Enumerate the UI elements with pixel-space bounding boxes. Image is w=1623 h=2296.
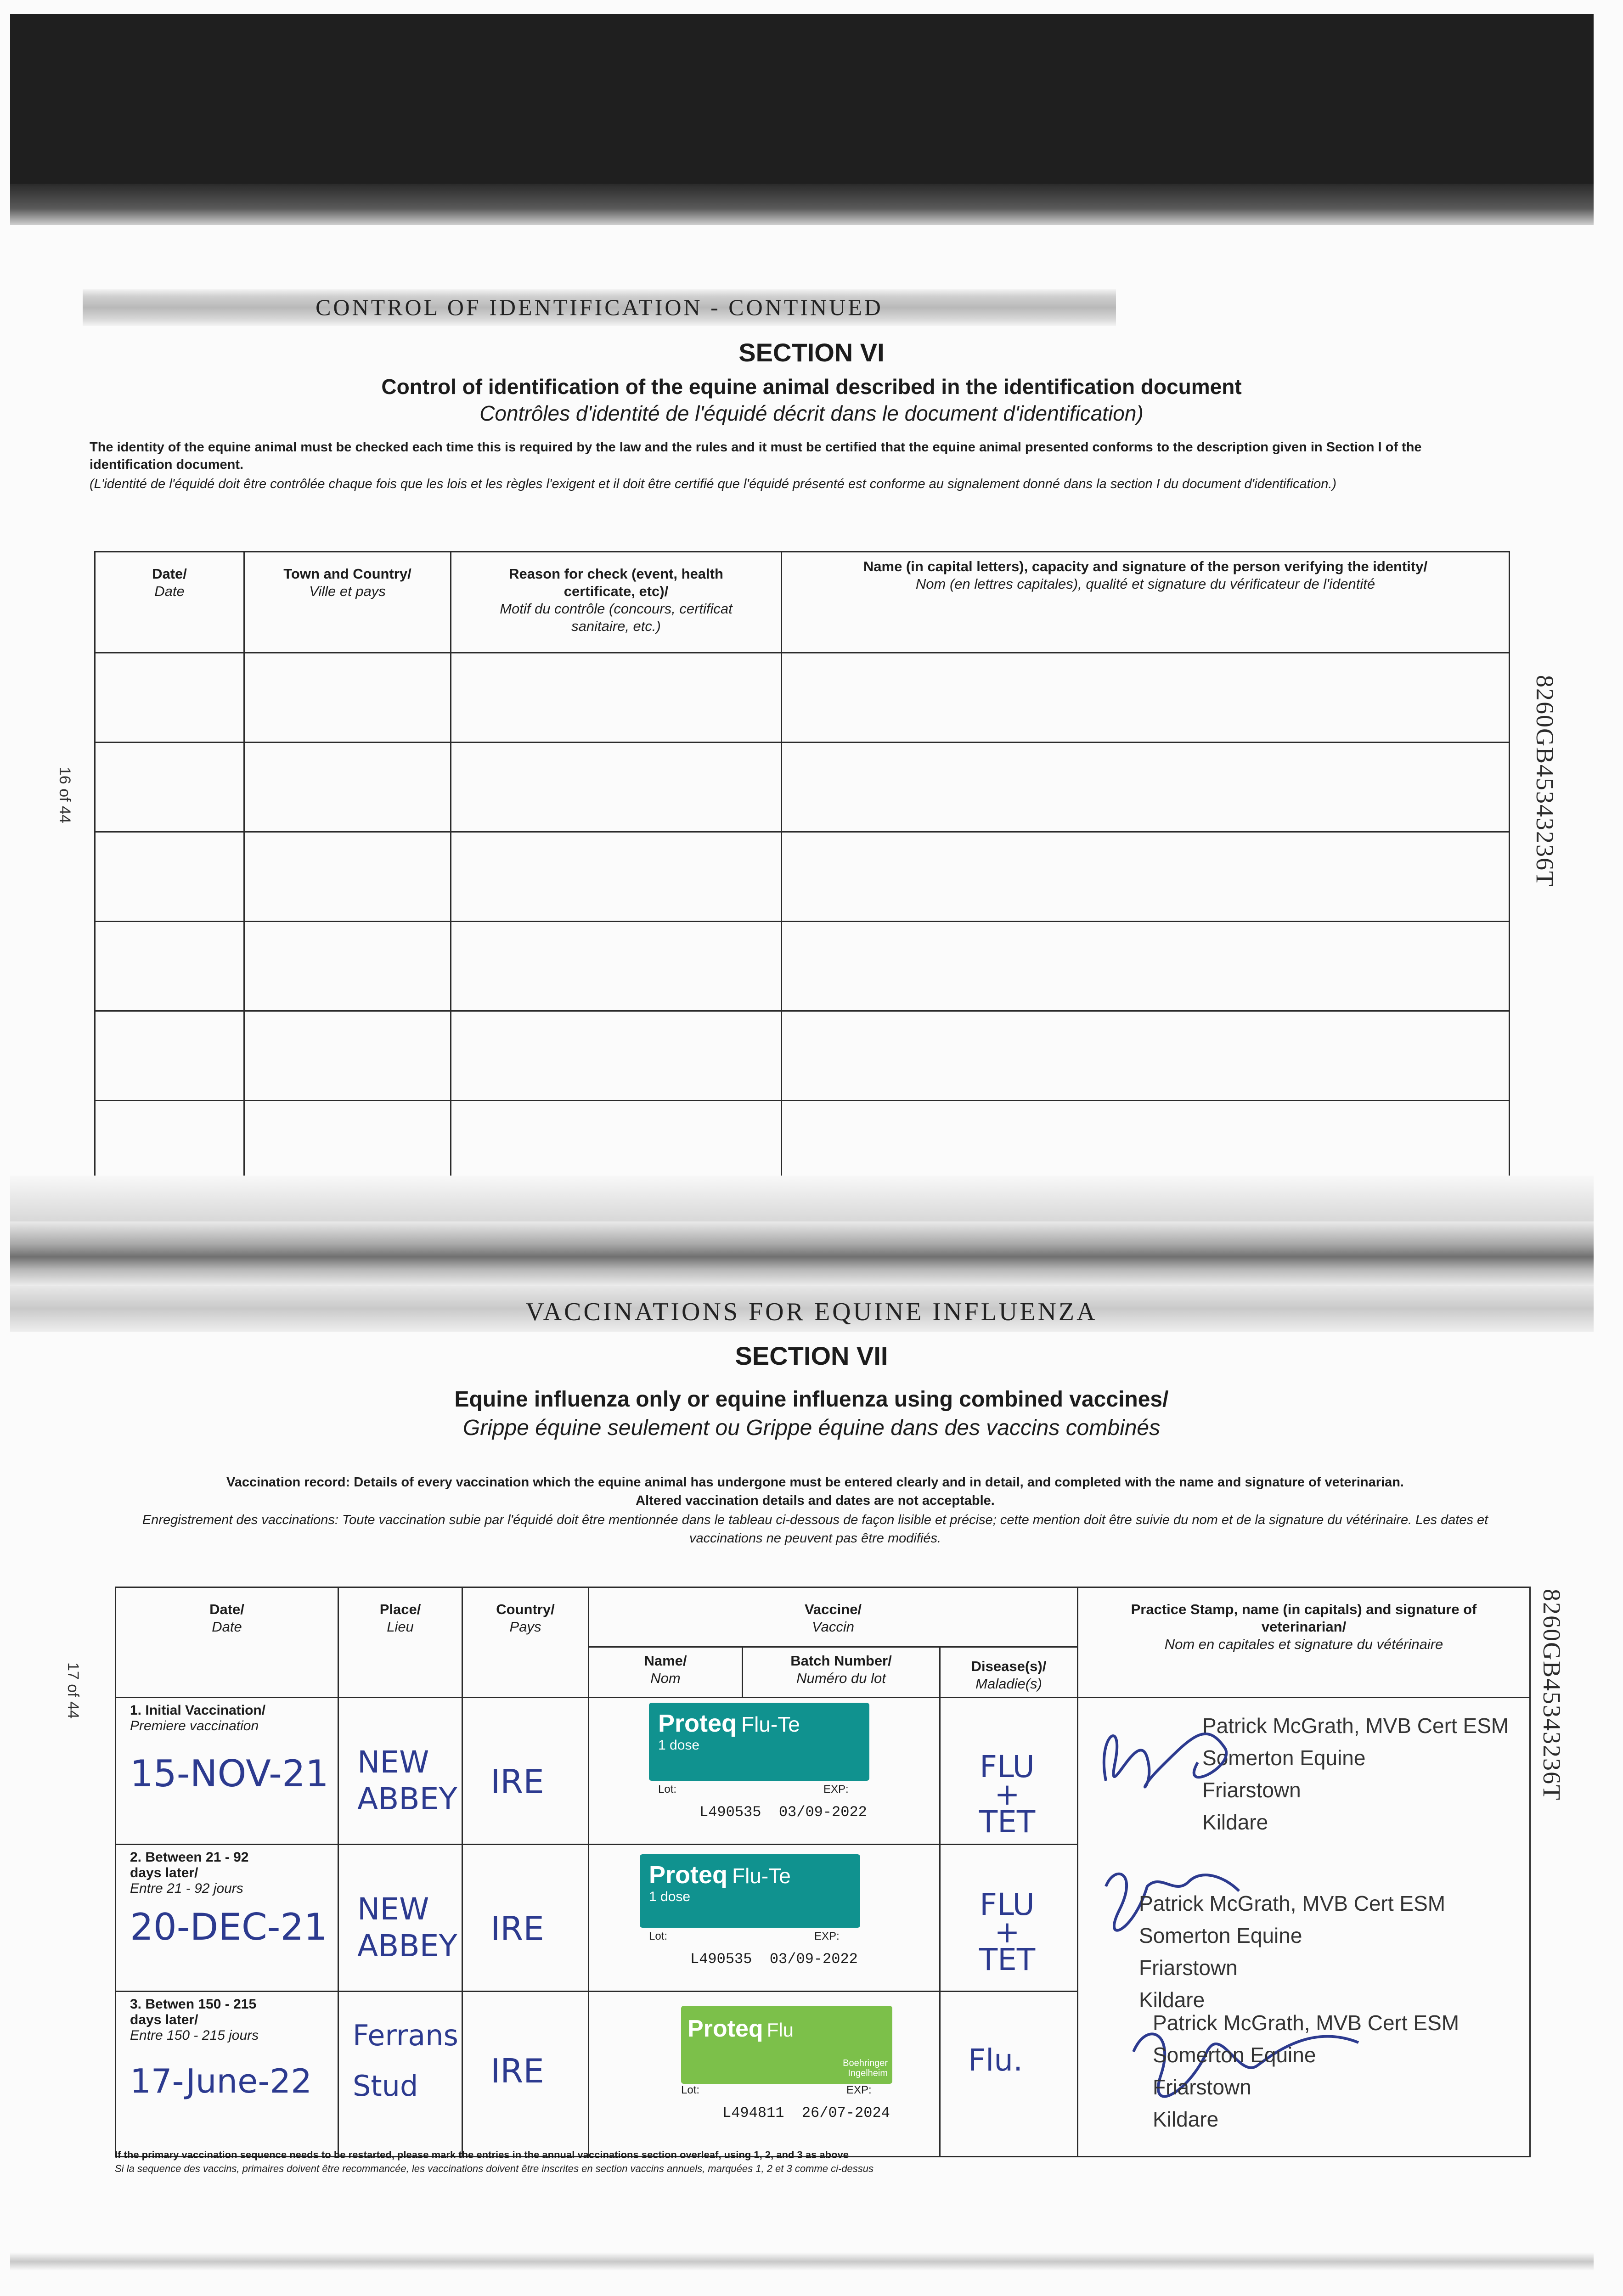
row1-label-en: 1. Initial Vaccination/	[130, 1703, 266, 1718]
section7-intro-en	[115, 1473, 1516, 1510]
section7-banner: VACCINATIONS FOR EQUINE INFLUENZA	[525, 1298, 1098, 1326]
col-stamp	[1078, 1587, 1530, 1698]
footnote-en: If the primary vaccination sequence needs to be restarted, please mark the entries in the annual vaccinations section overleaf, using 1, 2, and 3 as above	[115, 2149, 849, 2161]
vet-stamp-2	[1139, 1887, 1445, 2016]
col-batch-fr: Numéro du lot	[796, 1670, 886, 1686]
section7-intro-en-1: Vaccination record: Details of every vaccination which the equine animal has undergone must be entered clearly and in detail, and completed with the name and signature of veterinarian.	[226, 1475, 1404, 1490]
section7-subtitle-fr: Grippe équine seulement ou Grippe équine dans des vaccins combinés	[462, 1416, 1161, 1440]
row2-country: IRE	[490, 1909, 544, 1948]
row2-vaccine-name: Flu-Te	[732, 1864, 791, 1888]
col-town-en: Town and Country/	[283, 566, 411, 582]
row1-country: IRE	[490, 1762, 544, 1801]
col-vdate-fr: Date	[212, 1619, 242, 1635]
row1-lot-label: Lot:	[658, 1783, 677, 1795]
table-row	[95, 832, 1510, 922]
vet-practice: Somerton Equine	[1202, 1746, 1366, 1770]
scan-fold	[10, 1221, 1594, 1286]
section6-subtitle-fr: Contrôles d'identité de l'équidé décrit dans le document d'identification)	[479, 401, 1144, 425]
col-batch-en: Batch Number/	[790, 1653, 892, 1669]
vet-practice: Somerton Equine	[1153, 2043, 1316, 2067]
row3-country: IRE	[490, 2052, 544, 2090]
col-vdate-en: Date/	[209, 1601, 244, 1617]
col-date-fr: Date	[154, 583, 185, 599]
col-stamp-fr: Nom en capitales et signature du vétérinaire	[1164, 1636, 1443, 1652]
col-vname-en: Name/	[644, 1653, 687, 1669]
row1-lot: L490535	[699, 1804, 761, 1821]
table-row	[95, 922, 1510, 1011]
row3-exp: 26/07-2024	[801, 2105, 890, 2122]
row1-label-fr: Premiere vaccination	[130, 1718, 259, 1733]
row2-place: NEW ABBEY	[357, 1891, 457, 1964]
row3-exp-label: EXP:	[846, 2084, 872, 2096]
col-reason	[451, 552, 782, 653]
col-vname	[589, 1647, 743, 1698]
section6-intro-en: The identity of the equine animal must be checked each time this is required by the law and the rules and it must be certified that the equine animal presented conforms to the description given in Section I of the identification document.	[90, 440, 1422, 472]
vet-county: Kildare	[1153, 2107, 1219, 2131]
section7-title: SECTION VII	[735, 1341, 888, 1370]
row1-place: NEW ABBEY	[357, 1745, 457, 1817]
col-vaccine-en: Vaccine/	[804, 1601, 862, 1617]
row1-disease: FLU + TET	[979, 1749, 1036, 1840]
row3-place: Ferrans Stud	[353, 2019, 458, 2103]
row2-label-fr: Entre 21 - 92 jours	[130, 1881, 243, 1896]
col-place	[338, 1587, 462, 1698]
col-disease	[940, 1647, 1078, 1698]
vet-county: Kildare	[1139, 1988, 1205, 2012]
identification-table	[94, 551, 1510, 1191]
row2-exp: 03/09-2022	[769, 1951, 858, 1968]
row2-brand: Proteq	[649, 1861, 728, 1889]
scan-bottom-edge	[10, 2252, 1594, 2271]
scan-fold-upper	[10, 1176, 1594, 1221]
row3-disease: Flu.	[968, 2043, 1023, 2078]
vet-county: Kildare	[1202, 1810, 1268, 1834]
col-country	[462, 1587, 589, 1698]
section7-intro-en-2: Altered vaccination details and dates are not acceptable.	[636, 1493, 995, 1508]
col-disease-fr: Maladie(s)	[975, 1676, 1042, 1692]
row1-exp: 03/09-2022	[778, 1804, 867, 1821]
page-number-16: 16 of 44	[56, 767, 73, 823]
row2-exp-label: EXP:	[814, 1930, 840, 1942]
vet-name: Patrick McGrath, MVB Cert ESM	[1202, 1714, 1509, 1738]
scan-shadow	[10, 184, 1594, 225]
row3-lot-exp	[722, 2105, 890, 2122]
row2-lot-exp	[690, 1951, 858, 1968]
row2-disease: FLU + TET	[979, 1887, 1036, 1977]
row1-date: 15-NOV-21	[130, 1752, 329, 1795]
section7-subtitle-en: Equine influenza only or equine influenza using combined vaccines/	[454, 1387, 1169, 1412]
row3-date: 17-June-22	[130, 2062, 312, 2100]
table-row	[95, 743, 1510, 832]
col-verifier-en: Name (in capital letters), capacity and signature of the person verifying the identity/	[863, 558, 1428, 574]
vet-town: Friarstown	[1139, 1956, 1238, 1980]
page-number-17: 17 of 44	[64, 1662, 82, 1719]
table-row	[95, 1011, 1510, 1101]
row1-brand: Proteq	[658, 1710, 737, 1737]
section6-intro-fr: (L'identité de l'équidé doit être contrôlée chaque fois que les lois et les règles l'exigent et il doit être certifié que l'équidé présenté est conforme au signalement donné dans la section I du document d'identification.)	[90, 477, 1337, 491]
row3-lot: L494811	[722, 2105, 784, 2122]
row2-dose: 1 dose	[649, 1889, 691, 1904]
row1-lot-exp	[699, 1804, 867, 1821]
vet-stamp-3	[1153, 2007, 1459, 2135]
col-country-fr: Pays	[509, 1619, 541, 1635]
vet-town: Friarstown	[1153, 2075, 1251, 2099]
col-date-en: Date/	[152, 566, 187, 582]
row1-dose: 1 dose	[658, 1738, 700, 1753]
col-vdate	[116, 1587, 338, 1698]
row3-brand: Proteq	[688, 2015, 763, 2042]
vet-stamp-1	[1202, 1710, 1509, 1838]
section6-banner: CONTROL OF IDENTIFICATION - CONTINUED	[316, 294, 883, 320]
col-disease-en: Disease(s)/	[971, 1658, 1047, 1674]
col-verifier	[782, 552, 1510, 653]
row3-vaccine-name: Flu	[766, 2019, 794, 2041]
row1-vaccine-name: Flu-Te	[741, 1712, 800, 1736]
col-verifier-fr: Nom (en lettres capitales), qualité et signature du vérificateur de l'identité	[915, 576, 1375, 592]
col-stamp-en: Practice Stamp, name (in capitals) and signature of veterinarian/	[1131, 1601, 1477, 1635]
col-reason-fr: Motif du contrôle (concours, certificat sanitaire, etc.)	[500, 601, 733, 634]
vet-name: Patrick McGrath, MVB Cert ESM	[1139, 1891, 1446, 1915]
col-place-en: Place/	[379, 1601, 421, 1617]
table-row	[116, 1698, 1530, 1845]
col-country-en: Country/	[496, 1601, 555, 1617]
row2-label-en: 2. Between 21 - 92 days later/	[130, 1850, 249, 1880]
vet-name: Patrick McGrath, MVB Cert ESM	[1153, 2011, 1460, 2035]
col-place-fr: Lieu	[387, 1619, 414, 1635]
vet-practice: Somerton Equine	[1139, 1924, 1302, 1947]
side-id-bottom: 8260GB45343236T	[1538, 1589, 1566, 1801]
row2-lot-label: Lot:	[649, 1930, 668, 1942]
vaccine-label-2	[640, 1854, 860, 1928]
col-vname-fr: Nom	[650, 1670, 681, 1686]
col-town	[244, 552, 451, 653]
col-town-fr: Ville et pays	[309, 583, 386, 599]
side-id-top: 8260GB45343236T	[1531, 675, 1559, 887]
section6-subtitle-en: Control of identification of the equine animal described in the identification document	[381, 375, 1242, 399]
col-batch	[743, 1647, 940, 1698]
table-row	[95, 653, 1510, 743]
section6-title: SECTION VI	[738, 338, 885, 367]
row3-label-en: 3. Betwen 150 - 215 days later/	[130, 1997, 257, 2027]
vaccine-label-1	[649, 1703, 869, 1781]
row2-lot: L490535	[690, 1951, 752, 1968]
row2-date: 20-DEC-21	[130, 1906, 327, 1948]
section7-intro-fr: Enregistrement des vaccinations: Toute vaccination subie par l'équidé doit être mentionnée dans le tableau ci-dessous de façon lisible et précise; cette mention doit être suivie du nom et de la signature du vétérinaire. Les dates et vaccinations ne peuvent pas être modifiés.	[142, 1513, 1488, 1546]
row3-label-fr: Entre 150 - 215 jours	[130, 2028, 259, 2043]
col-date	[95, 552, 244, 653]
col-vaccine-fr: Vaccin	[812, 1619, 854, 1635]
col-reason-en: Reason for check (event, health certificate, etc)/	[509, 566, 723, 599]
row3-lot-label: Lot:	[681, 2084, 700, 2096]
vaccine-label-3	[681, 2006, 892, 2084]
footnote-fr: Si la sequence des vaccins, primaires doivent être recommancée, les vaccinations doivent être inscrites en section vaccins annuels, marquées 1, 2 et 3 comme ci-dessus	[115, 2163, 874, 2174]
col-vaccine	[589, 1587, 1078, 1647]
row1-exp-label: EXP:	[823, 1783, 849, 1795]
row3-maker: Boehringer Ingelheim	[843, 2058, 888, 2078]
signature-1	[1088, 1707, 1248, 1813]
vet-town: Friarstown	[1202, 1778, 1301, 1802]
